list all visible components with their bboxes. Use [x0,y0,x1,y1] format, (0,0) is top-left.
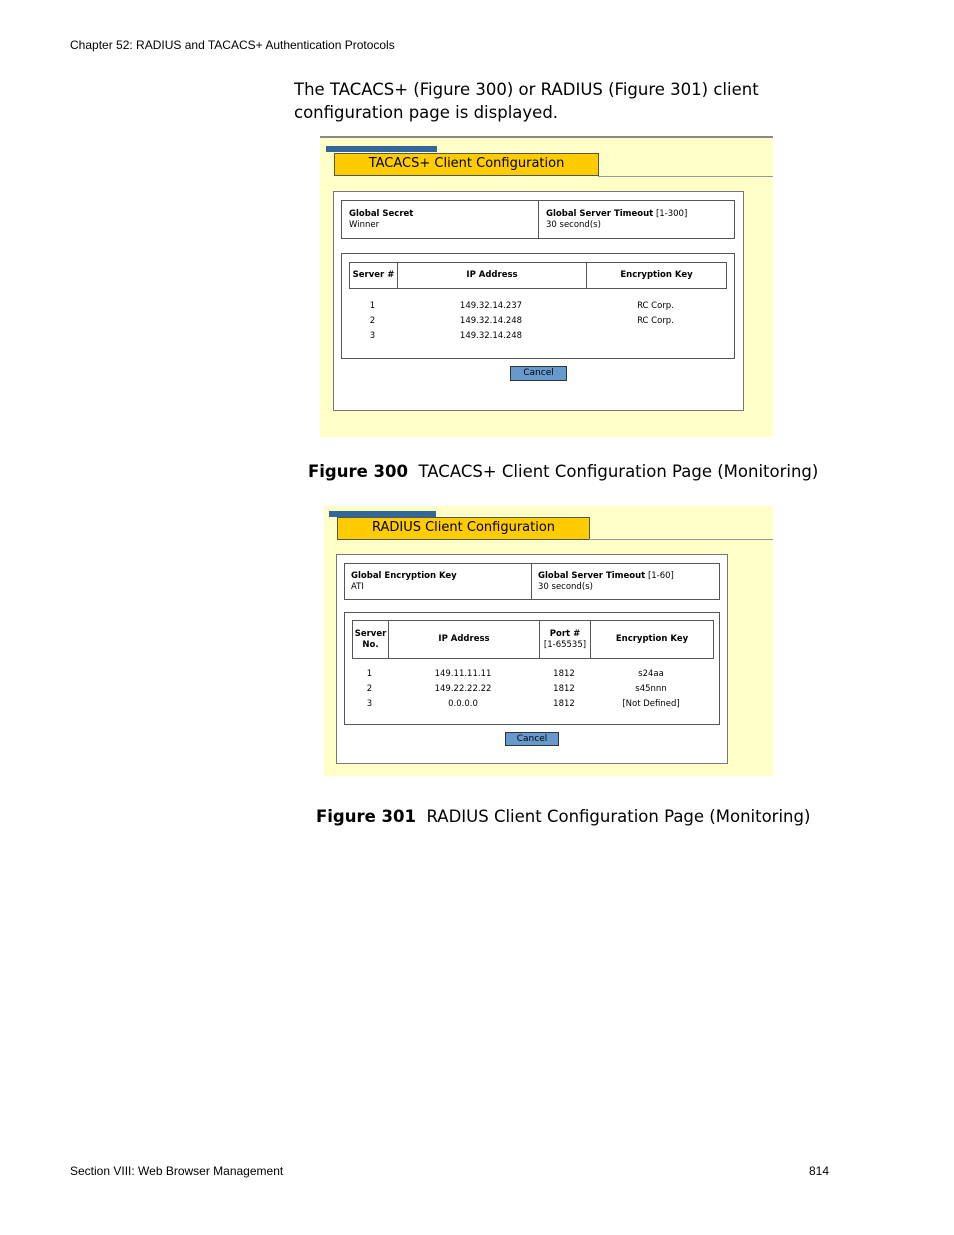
row-server-num: 2 [366,684,373,694]
col-port [540,629,590,651]
config-frame [333,191,744,411]
row-ip: 0.0.0.0 [448,699,478,709]
global-encryption-key-field [351,571,457,593]
cancel-button[interactable]: Cancel [505,732,559,746]
col-server-no [353,629,388,651]
figure-301-title: RADIUS Client Configuration Page (Monitoring) [426,807,811,826]
title-accent-bar [326,146,437,152]
footer-section: Section VIII: Web Browser Management [70,1164,284,1178]
col-ip-address: IP Address [466,270,518,280]
config-frame [336,554,728,764]
row-server-num: 3 [369,331,376,341]
row-server-num: 2 [369,316,376,326]
row-ip: 149.32.14.237 [459,301,523,311]
row-key: [Not Defined] [622,699,680,709]
row-port: 1812 [553,669,575,679]
global-timeout-field [546,209,687,231]
row-port: 1812 [553,684,575,694]
globals-box [341,200,735,239]
radius-panel [324,506,773,776]
global-secret-field [349,209,413,231]
row-ip: 149.32.14.248 [459,316,523,326]
title-underline [598,176,773,177]
global-timeout-field [538,571,674,593]
col-port-line1: Port # [549,629,581,639]
col-server-line1: Server [354,629,387,639]
server-table-header [352,620,714,659]
global-secret-value: Winner [349,220,380,230]
title-underline [589,539,773,540]
row-port: 1812 [553,699,575,709]
figure-301-caption [316,807,810,826]
globals-divider [538,201,539,238]
row-key: RC Corp. [637,301,674,311]
cancel-button[interactable]: Cancel [510,366,567,381]
global-timeout-value: 30 second(s) [546,220,601,230]
tacacs-panel [320,138,773,437]
global-timeout-label: Global Server Timeout [538,571,646,581]
global-timeout-range: [1-300] [655,209,688,219]
col-port-range: [1-65535] [543,640,587,650]
row-server-num: 3 [366,699,373,709]
footer-page-number: 814 [809,1164,830,1178]
row-key: s45nnn [635,684,667,694]
row-key: s24aa [638,669,664,679]
global-secret-label: Global Secret [349,209,414,219]
global-timeout-range: [1-60] [647,571,674,581]
global-encryption-key-label: Global Encryption Key [351,571,457,581]
col-server-line2: No. [362,640,379,650]
row-server-num: 1 [369,301,376,311]
col-encryption-key: Encryption Key [615,634,689,644]
figure-300-title: TACACS+ Client Configuration Page (Monitoring) [418,462,819,481]
row-key: RC Corp. [637,316,674,326]
row-ip: 149.22.22.22 [434,684,492,694]
global-encryption-key-value: ATI [351,582,364,592]
global-timeout-label: Global Server Timeout [546,209,654,219]
col-server-num: Server # [352,270,395,280]
globals-box [344,563,720,600]
col-encryption-key: Encryption Key [620,270,693,280]
row-ip: 149.11.11.11 [434,669,492,679]
figure-300-caption [308,462,818,481]
server-table-header [349,262,727,289]
server-table-box [341,253,735,359]
page-title: RADIUS Client Configuration [337,517,590,540]
global-timeout-value: 30 second(s) [538,582,593,592]
figure-301-number: Figure 301 [316,807,416,826]
server-table-box [344,612,720,725]
running-header: Chapter 52: RADIUS and TACACS+ Authentication Protocols [70,38,395,52]
figure-300-number: Figure 300 [308,462,408,481]
row-server-num: 1 [366,669,373,679]
page-title: TACACS+ Client Configuration [334,153,599,176]
intro-paragraph: The TACACS+ (Figure 300) or RADIUS (Figure 301) client configuration page is displayed. [294,80,759,122]
globals-divider [531,564,532,599]
col-ip-address: IP Address [438,634,490,644]
row-ip: 149.32.14.248 [459,331,523,341]
